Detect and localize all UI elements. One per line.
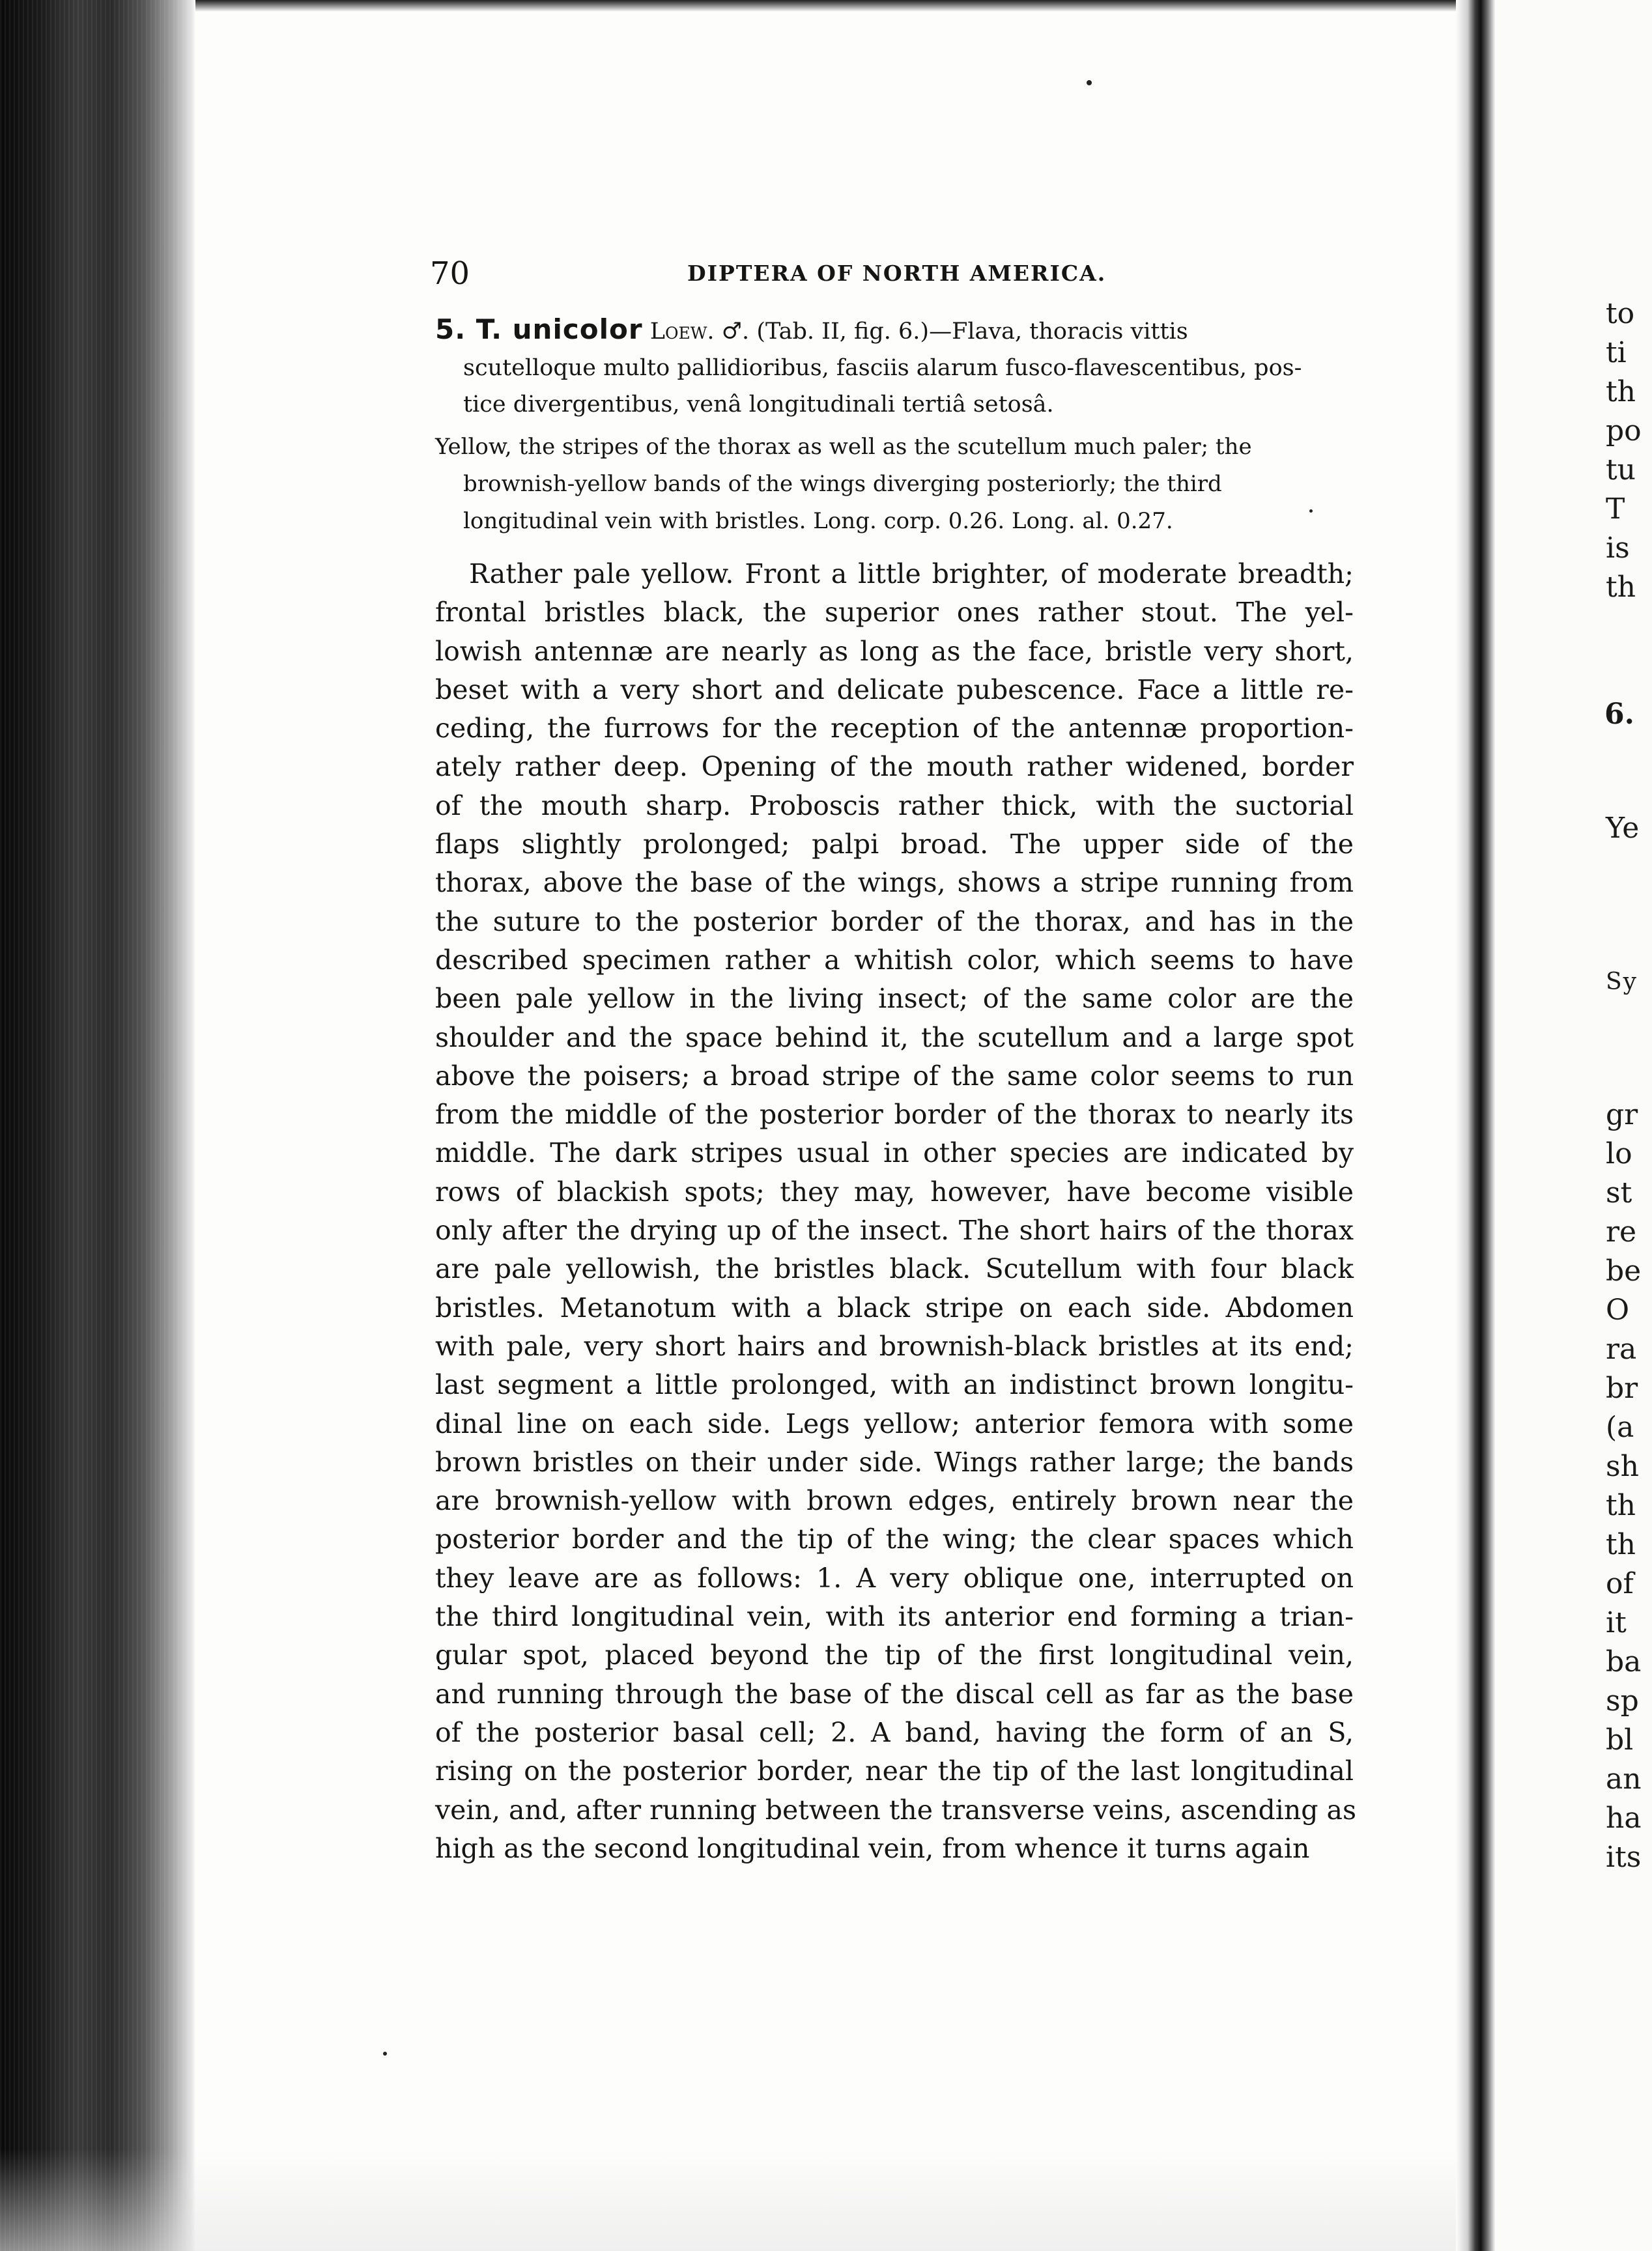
facing-page-fragment: of xyxy=(1606,1567,1634,1600)
latin-line: tice divergentibus, venâ longitudinali tertiâ setosâ. xyxy=(463,391,1054,418)
body-line: shoulder and the space behind it, the scutellum and a large spot xyxy=(435,1021,1354,1053)
top-page-edge xyxy=(195,0,1498,12)
body-line: Rather pale yellow. Front a little brighter, of moderate breadth; xyxy=(469,558,1354,589)
facing-page-fragment: st xyxy=(1606,1176,1632,1210)
facing-page-fragment: Sy xyxy=(1606,969,1638,995)
body-line: are brownish-yellow with brown edges, entirely brown near the xyxy=(435,1485,1354,1517)
body-line: ately rather deep. Opening of the mouth rather widened, border xyxy=(435,751,1354,783)
facing-page-fragment: its xyxy=(1606,1841,1642,1874)
body-line: are pale yellowish, the bristles black. Scutellum with four black xyxy=(435,1253,1354,1285)
gutter-texture xyxy=(0,0,195,2251)
facing-page-fragment: T xyxy=(1606,492,1625,526)
page-number: 70 xyxy=(430,255,470,292)
species-heading-line-1 xyxy=(435,311,1354,350)
body-line: brown bristles on their under side. Wings rather large; the bands xyxy=(435,1446,1354,1478)
body-line: bristles. Metanotum with a black stripe on each side. Abdomen xyxy=(435,1292,1354,1324)
english-diagnosis xyxy=(435,429,1354,540)
facing-page-fragment: to xyxy=(1606,297,1635,330)
page-fold-shadow xyxy=(1456,0,1495,2251)
facing-page-fragment: bl xyxy=(1606,1723,1634,1757)
facing-page-fragment: sp xyxy=(1606,1684,1639,1718)
facing-page-fragment: lo xyxy=(1606,1137,1632,1170)
body-line: with pale, very short hairs and brownish-black bristles at its end; xyxy=(435,1330,1354,1362)
description-body xyxy=(435,555,1357,1868)
scan-speck xyxy=(383,2052,387,2056)
facing-page-fragment: ra xyxy=(1606,1333,1637,1366)
body-line: ceding, the furrows for the reception of the antennæ proportion- xyxy=(435,713,1354,744)
facing-page-fragment: sh xyxy=(1606,1450,1639,1483)
body-line: they leave are as follows: 1. A very oblique one, interrupted on xyxy=(435,1562,1354,1594)
facing-page-fragment: it xyxy=(1606,1606,1627,1639)
facing-page-fragment: th xyxy=(1606,1489,1636,1522)
body-line: been pale yellow in the living insect; of the same color are the xyxy=(435,983,1354,1015)
body-line: beset with a very short and delicate pubescence. Face a little re- xyxy=(435,673,1354,705)
running-head: DIPTERA OF NORTH AMERICA. xyxy=(687,261,1107,286)
facing-page-fragment: Ye xyxy=(1606,812,1640,845)
english-line: longitudinal vein with bristles. Long. corp. 0.26. Long. al. 0.27. xyxy=(463,508,1173,534)
body-line: from the middle of the posterior border of the thorax to nearly its xyxy=(435,1099,1354,1131)
body-line: the third longitudinal vein, with its anterior end forming a trian- xyxy=(435,1601,1354,1633)
sex-symbol: ♂. xyxy=(721,319,750,345)
body-line: only after the drying up of the insect. The short hairs of the thorax xyxy=(435,1215,1354,1247)
facing-page-fragment: an xyxy=(1606,1763,1642,1796)
body-line: flaps slightly prolonged; palpi broad. The upper side of the xyxy=(435,828,1354,860)
body-line: posterior border and the tip of the wing; the clear spaces which xyxy=(435,1523,1354,1555)
facing-page-fragment: ti xyxy=(1606,336,1627,369)
facing-page-fragment: re xyxy=(1606,1215,1637,1249)
body-line: vein, and, after running between the transverse veins, ascending as xyxy=(435,1794,1357,1826)
latin-line: (Tab. II, fig. 6.)—Flava, thoracis vittis xyxy=(756,319,1188,345)
body-line: of the mouth sharp. Proboscis rather thick, with the suctorial xyxy=(435,789,1354,821)
page-header xyxy=(430,254,1348,293)
facing-page-fragment: th xyxy=(1606,375,1636,408)
english-line: Yellow, the stripes of the thorax as well as the scutellum much paler; the xyxy=(435,434,1252,460)
body-line: thorax, above the base of the wings, shows a stripe running from xyxy=(435,867,1354,899)
facing-page-fragment: th xyxy=(1606,1528,1636,1561)
body-line: above the poisers; a broad stripe of the same color seems to run xyxy=(435,1060,1354,1092)
facing-page-fragment: gr xyxy=(1606,1098,1638,1131)
facing-page-fragment: (a xyxy=(1606,1411,1634,1444)
facing-page-edge xyxy=(1495,0,1652,2251)
body-line: dinal line on each side. Legs yellow; anterior femora with some xyxy=(435,1408,1354,1439)
facing-page-fragment: be xyxy=(1606,1254,1642,1288)
bottom-shade xyxy=(0,2149,1652,2251)
species-author: Loew. xyxy=(649,319,715,345)
latin-line: scutelloque multo pallidioribus, fasciis alarum fusco-flavescentibus, pos- xyxy=(463,355,1302,381)
facing-page-fragment: ba xyxy=(1606,1645,1642,1678)
facing-page-fragment: br xyxy=(1606,1372,1638,1405)
facing-page-fragment: is xyxy=(1606,531,1630,565)
body-line: of the posterior basal cell; 2. A band, having the form of an S, xyxy=(435,1716,1354,1748)
facing-page-fragment: po xyxy=(1606,414,1642,447)
facing-page-fragment: tu xyxy=(1606,453,1636,487)
body-line: middle. The dark stripes usual in other species are indicated by xyxy=(435,1137,1354,1169)
body-line: rising on the posterior border, near the tip of the last longitudinal xyxy=(435,1755,1354,1787)
species-name: 5. T. unicolor xyxy=(435,313,643,345)
body-line: and running through the base of the discal cell as far as the base xyxy=(435,1678,1354,1710)
body-line: described specimen rather a whitish color, which seems to have xyxy=(435,944,1354,976)
body-line: rows of blackish spots; they may, however, have become visible xyxy=(435,1176,1354,1208)
facing-page-fragment: O xyxy=(1606,1294,1630,1327)
body-line: gular spot, placed beyond the tip of the first longitudinal vein, xyxy=(435,1639,1354,1671)
body-line: the suture to the posterior border of the thorax, and has in the xyxy=(435,905,1354,937)
body-line: high as the second longitudinal vein, from whence it turns again xyxy=(435,1832,1310,1864)
scan-speck xyxy=(1087,80,1092,85)
body-line: lowish antennæ are nearly as long as the face, bristle very short, xyxy=(435,635,1354,667)
english-line: brownish-yellow bands of the wings diverging posteriorly; the third xyxy=(463,471,1222,497)
facing-page-fragment: 6. xyxy=(1604,698,1634,731)
facing-page-fragment: ha xyxy=(1606,1802,1642,1835)
facing-page-fragment: th xyxy=(1606,571,1636,604)
body-line: last segment a little prolonged, with an indistinct brown longitu- xyxy=(435,1369,1354,1401)
scan-speck xyxy=(1309,509,1313,513)
species-heading xyxy=(435,311,1354,423)
body-line: frontal bristles black, the superior ones rather stout. The yel- xyxy=(435,597,1354,629)
